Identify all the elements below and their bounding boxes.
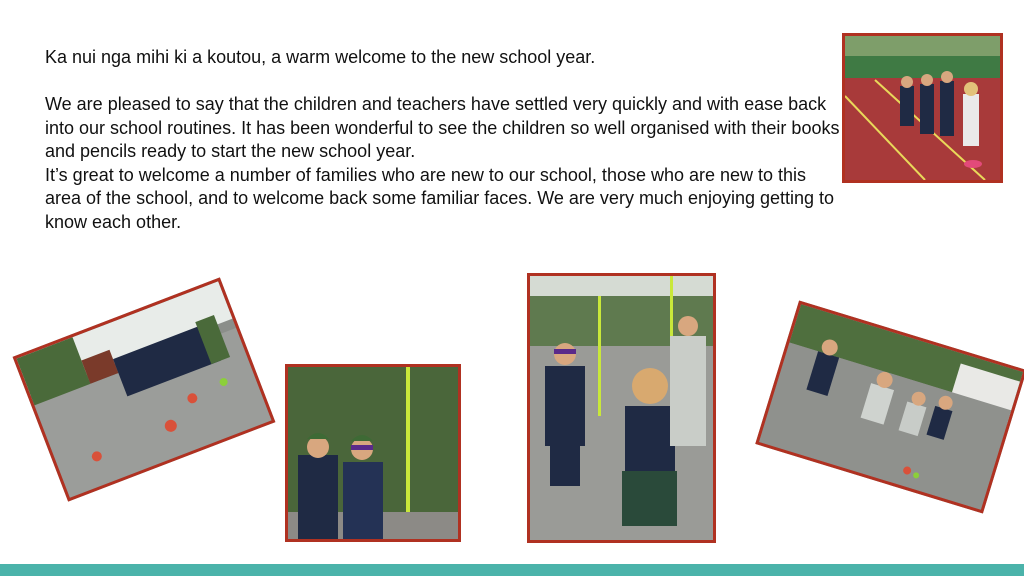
welcome-paragraph: It’s great to welcome a number of families who are new to our school, those who are new to this area of the school, and to welcome back some familiar faces. We are very much enjoying getting to know each other. <box>45 164 835 232</box>
footer-accent-bar <box>0 564 1024 576</box>
photo-holding-hands <box>755 300 1024 513</box>
photo-hedge-blindfold <box>285 364 461 542</box>
photo-playground-group <box>13 277 276 501</box>
photo-blindfold-walk <box>527 273 716 543</box>
paragraph-spacer <box>45 70 845 94</box>
greeting-line: Ka nui nga mihi ki a koutou, a warm welcome to the new school year. <box>45 47 596 67</box>
photo-track-line <box>842 33 1003 183</box>
newsletter-text <box>45 46 845 234</box>
settled-paragraph: We are pleased to say that the children and teachers have settled very quickly and with ease back into our school routines. It has been wonderful to see the children so well organised with their books and pencils ready to start the new school year. <box>45 94 840 161</box>
